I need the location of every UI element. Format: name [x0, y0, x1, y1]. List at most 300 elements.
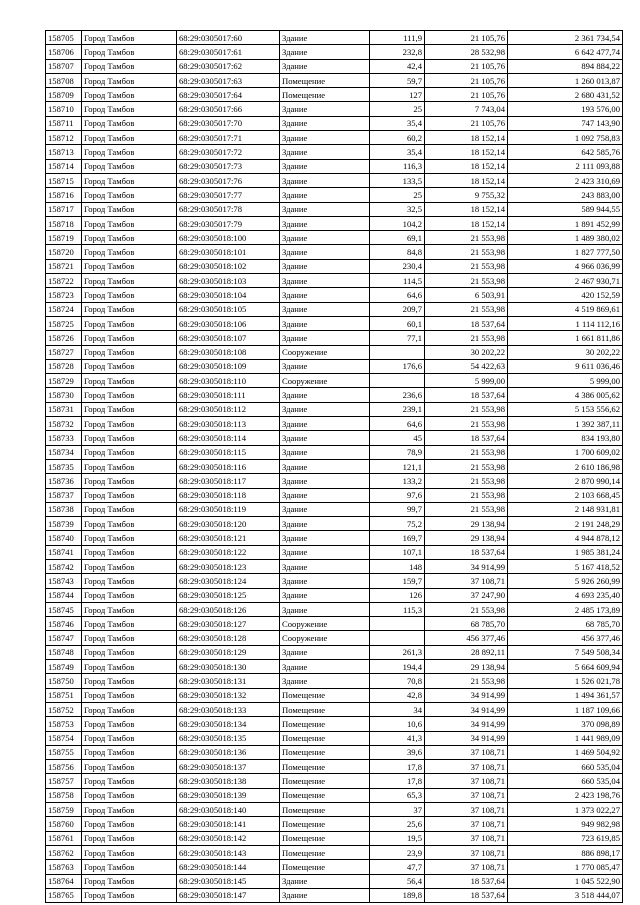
unit-value-cell: 21 553,98 — [425, 488, 508, 502]
cadastral-number-cell: 68:29:0305017:77 — [177, 188, 280, 202]
unit-value-cell: 18 152,14 — [425, 145, 508, 159]
row-number-cell: 158723 — [46, 288, 82, 302]
unit-value-cell: 29 138,94 — [425, 517, 508, 531]
table-row — [46, 688, 623, 702]
row-number-cell: 158712 — [46, 131, 82, 145]
table-row — [46, 474, 623, 488]
cadastral-number-cell: 68:29:0305018:100 — [177, 231, 280, 245]
cadastral-value-cell: 243 883,00 — [508, 188, 623, 202]
unit-value-cell: 34 914,99 — [425, 559, 508, 573]
municipality-cell: Город Тамбов — [82, 316, 177, 330]
row-number-cell: 158728 — [46, 359, 82, 373]
municipality-cell: Город Тамбов — [82, 874, 177, 888]
municipality-cell: Город Тамбов — [82, 631, 177, 645]
cadastral-number-cell: 68:29:0305017:62 — [177, 59, 280, 73]
object-type-cell: Здание — [280, 245, 370, 259]
area-cell: 107,1 — [370, 545, 425, 559]
table-row — [46, 431, 623, 445]
area-cell: 47,7 — [370, 860, 425, 874]
table-row — [46, 231, 623, 245]
area-cell: 25 — [370, 188, 425, 202]
table-row — [46, 588, 623, 602]
object-type-cell: Здание — [280, 602, 370, 616]
table-row — [46, 602, 623, 616]
cadastral-number-cell: 68:29:0305018:108 — [177, 345, 280, 359]
table-row — [46, 402, 623, 416]
unit-value-cell: 21 105,76 — [425, 59, 508, 73]
cadastral-number-cell: 68:29:0305018:115 — [177, 445, 280, 459]
cadastral-value-cell: 2 103 668,45 — [508, 488, 623, 502]
object-type-cell: Здание — [280, 216, 370, 230]
row-number-cell: 158765 — [46, 888, 82, 902]
municipality-cell: Город Тамбов — [82, 302, 177, 316]
cadastral-number-cell: 68:29:0305018:105 — [177, 302, 280, 316]
object-type-cell: Здание — [280, 459, 370, 473]
cadastral-value-cell: 1 045 522,90 — [508, 874, 623, 888]
cadastral-number-cell: 68:29:0305018:142 — [177, 831, 280, 845]
municipality-cell: Город Тамбов — [82, 431, 177, 445]
area-cell: 42,8 — [370, 688, 425, 702]
table-row — [46, 445, 623, 459]
row-number-cell: 158741 — [46, 545, 82, 559]
table-row — [46, 803, 623, 817]
row-number-cell: 158709 — [46, 88, 82, 102]
unit-value-cell: 5 999,00 — [425, 374, 508, 388]
table-row — [46, 574, 623, 588]
municipality-cell: Город Тамбов — [82, 602, 177, 616]
cadastral-number-cell: 68:29:0305018:141 — [177, 817, 280, 831]
cadastral-value-cell: 2 870 990,14 — [508, 474, 623, 488]
cadastral-number-cell: 68:29:0305018:113 — [177, 417, 280, 431]
area-cell: 17,8 — [370, 774, 425, 788]
area-cell: 60,2 — [370, 131, 425, 145]
municipality-cell: Город Тамбов — [82, 59, 177, 73]
object-type-cell: Здание — [280, 159, 370, 173]
cadastral-number-cell: 68:29:0305018:122 — [177, 545, 280, 559]
row-number-cell: 158739 — [46, 517, 82, 531]
object-type-cell: Помещение — [280, 860, 370, 874]
table-row — [46, 145, 623, 159]
row-number-cell: 158753 — [46, 717, 82, 731]
table-row — [46, 216, 623, 230]
document-page — [45, 30, 622, 903]
area-cell: 133,2 — [370, 474, 425, 488]
object-type-cell: Здание — [280, 316, 370, 330]
cadastral-value-cell: 4 519 869,61 — [508, 302, 623, 316]
row-number-cell: 158706 — [46, 45, 82, 59]
municipality-cell: Город Тамбов — [82, 216, 177, 230]
area-cell: 169,7 — [370, 531, 425, 545]
object-type-cell: Здание — [280, 145, 370, 159]
area-cell: 35,4 — [370, 116, 425, 130]
cadastral-number-cell: 68:29:0305018:145 — [177, 874, 280, 888]
cadastral-number-cell: 68:29:0305018:135 — [177, 731, 280, 745]
cadastral-number-cell: 68:29:0305017:79 — [177, 216, 280, 230]
cadastral-number-cell: 68:29:0305017:70 — [177, 116, 280, 130]
cadastral-number-cell: 68:29:0305017:60 — [177, 31, 280, 45]
cadastral-value-cell: 5 926 260,99 — [508, 574, 623, 588]
municipality-cell: Город Тамбов — [82, 345, 177, 359]
cadastral-value-cell: 2 485 173,89 — [508, 602, 623, 616]
area-cell: 17,8 — [370, 760, 425, 774]
cadastral-number-cell: 68:29:0305018:130 — [177, 660, 280, 674]
unit-value-cell: 18 537,64 — [425, 388, 508, 402]
cadastral-number-cell: 68:29:0305018:132 — [177, 688, 280, 702]
unit-value-cell: 54 422,63 — [425, 359, 508, 373]
cadastral-number-cell: 68:29:0305017:76 — [177, 173, 280, 187]
object-type-cell: Здание — [280, 559, 370, 573]
cadastral-number-cell: 68:29:0305017:71 — [177, 131, 280, 145]
cadastral-number-cell: 68:29:0305018:107 — [177, 331, 280, 345]
cadastral-number-cell: 68:29:0305018:106 — [177, 316, 280, 330]
table-row — [46, 488, 623, 502]
object-type-cell: Сооружение — [280, 617, 370, 631]
table-row — [46, 645, 623, 659]
area-cell: 209,7 — [370, 302, 425, 316]
object-type-cell: Здание — [280, 274, 370, 288]
row-number-cell: 158750 — [46, 674, 82, 688]
cadastral-number-cell: 68:29:0305018:137 — [177, 760, 280, 774]
cadastral-number-cell: 68:29:0305018:104 — [177, 288, 280, 302]
object-type-cell: Здание — [280, 888, 370, 902]
object-type-cell: Здание — [280, 331, 370, 345]
municipality-cell: Город Тамбов — [82, 545, 177, 559]
municipality-cell: Город Тамбов — [82, 274, 177, 288]
cadastral-number-cell: 68:29:0305018:101 — [177, 245, 280, 259]
table-body — [46, 31, 623, 903]
cadastral-value-cell: 68 785,70 — [508, 617, 623, 631]
unit-value-cell: 37 108,71 — [425, 803, 508, 817]
unit-value-cell: 28 892,11 — [425, 645, 508, 659]
cadastral-number-cell: 68:29:0305018:124 — [177, 574, 280, 588]
unit-value-cell: 37 108,71 — [425, 774, 508, 788]
area-cell: 176,6 — [370, 359, 425, 373]
row-number-cell: 158726 — [46, 331, 82, 345]
object-type-cell: Здание — [280, 59, 370, 73]
cadastral-value-cell: 894 884,22 — [508, 59, 623, 73]
area-cell: 261,3 — [370, 645, 425, 659]
object-type-cell: Здание — [280, 188, 370, 202]
row-number-cell: 158745 — [46, 602, 82, 616]
area-cell: 121,1 — [370, 459, 425, 473]
municipality-cell: Город Тамбов — [82, 831, 177, 845]
table-row — [46, 745, 623, 759]
municipality-cell: Город Тамбов — [82, 574, 177, 588]
municipality-cell: Город Тамбов — [82, 73, 177, 87]
table-row — [46, 774, 623, 788]
unit-value-cell: 21 553,98 — [425, 231, 508, 245]
cadastral-number-cell: 68:29:0305018:111 — [177, 388, 280, 402]
row-number-cell: 158734 — [46, 445, 82, 459]
table-row — [46, 31, 623, 45]
table-row — [46, 631, 623, 645]
row-number-cell: 158761 — [46, 831, 82, 845]
object-type-cell: Здание — [280, 445, 370, 459]
municipality-cell: Город Тамбов — [82, 745, 177, 759]
cadastral-value-cell: 1 114 112,16 — [508, 316, 623, 330]
object-type-cell: Здание — [280, 417, 370, 431]
unit-value-cell: 37 108,71 — [425, 788, 508, 802]
municipality-cell: Город Тамбов — [82, 645, 177, 659]
table-row — [46, 331, 623, 345]
object-type-cell: Здание — [280, 488, 370, 502]
unit-value-cell: 18 152,14 — [425, 173, 508, 187]
table-row — [46, 888, 623, 902]
cadastral-value-cell: 886 898,17 — [508, 845, 623, 859]
municipality-cell: Город Тамбов — [82, 531, 177, 545]
row-number-cell: 158738 — [46, 502, 82, 516]
cadastral-value-cell: 1 985 381,24 — [508, 545, 623, 559]
municipality-cell: Город Тамбов — [82, 417, 177, 431]
area-cell: 32,5 — [370, 202, 425, 216]
unit-value-cell: 18 152,14 — [425, 159, 508, 173]
area-cell: 10,6 — [370, 717, 425, 731]
unit-value-cell: 21 553,98 — [425, 445, 508, 459]
cadastral-number-cell: 68:29:0305017:73 — [177, 159, 280, 173]
object-type-cell: Помещение — [280, 774, 370, 788]
area-cell: 65,3 — [370, 788, 425, 802]
object-type-cell: Здание — [280, 45, 370, 59]
row-number-cell: 158729 — [46, 374, 82, 388]
municipality-cell: Город Тамбов — [82, 145, 177, 159]
row-number-cell: 158736 — [46, 474, 82, 488]
row-number-cell: 158762 — [46, 845, 82, 859]
cadastral-value-cell: 1 891 452,99 — [508, 216, 623, 230]
area-cell: 75,2 — [370, 517, 425, 531]
object-type-cell: Здание — [280, 545, 370, 559]
cadastral-number-cell: 68:29:0305018:129 — [177, 645, 280, 659]
unit-value-cell: 21 105,76 — [425, 31, 508, 45]
cadastral-number-cell: 68:29:0305018:109 — [177, 359, 280, 373]
cadastral-value-cell: 5 999,00 — [508, 374, 623, 388]
municipality-cell: Город Тамбов — [82, 459, 177, 473]
object-type-cell: Сооружение — [280, 631, 370, 645]
row-number-cell: 158733 — [46, 431, 82, 445]
cadastral-value-cell: 642 585,76 — [508, 145, 623, 159]
cadastral-value-cell: 2 148 931,81 — [508, 502, 623, 516]
area-cell: 59,7 — [370, 73, 425, 87]
table-row — [46, 860, 623, 874]
municipality-cell: Город Тамбов — [82, 688, 177, 702]
municipality-cell: Город Тамбов — [82, 817, 177, 831]
area-cell: 239,1 — [370, 402, 425, 416]
unit-value-cell: 34 914,99 — [425, 717, 508, 731]
table-row — [46, 817, 623, 831]
row-number-cell: 158705 — [46, 31, 82, 45]
table-row — [46, 173, 623, 187]
area-cell: 19,5 — [370, 831, 425, 845]
municipality-cell: Город Тамбов — [82, 474, 177, 488]
area-cell: 133,5 — [370, 173, 425, 187]
unit-value-cell: 18 537,64 — [425, 545, 508, 559]
municipality-cell: Город Тамбов — [82, 259, 177, 273]
table-row — [46, 116, 623, 130]
cadastral-value-cell: 1 700 609,02 — [508, 445, 623, 459]
municipality-cell: Город Тамбов — [82, 674, 177, 688]
area-cell: 45 — [370, 431, 425, 445]
unit-value-cell: 21 553,98 — [425, 402, 508, 416]
municipality-cell: Город Тамбов — [82, 445, 177, 459]
cadastral-number-cell: 68:29:0305017:63 — [177, 73, 280, 87]
area-cell: 148 — [370, 559, 425, 573]
area-cell: 78,9 — [370, 445, 425, 459]
municipality-cell: Город Тамбов — [82, 760, 177, 774]
municipality-cell: Город Тамбов — [82, 288, 177, 302]
unit-value-cell: 21 105,76 — [425, 73, 508, 87]
cadastral-number-cell: 68:29:0305018:131 — [177, 674, 280, 688]
municipality-cell: Город Тамбов — [82, 888, 177, 902]
municipality-cell: Город Тамбов — [82, 45, 177, 59]
cadastral-number-cell: 68:29:0305018:144 — [177, 860, 280, 874]
object-type-cell: Здание — [280, 474, 370, 488]
cadastral-number-cell: 68:29:0305018:127 — [177, 617, 280, 631]
cadastral-value-table — [45, 30, 623, 903]
row-number-cell: 158711 — [46, 116, 82, 130]
municipality-cell: Город Тамбов — [82, 131, 177, 145]
table-row — [46, 760, 623, 774]
unit-value-cell: 21 553,98 — [425, 602, 508, 616]
object-type-cell: Здание — [280, 388, 370, 402]
area-cell: 230,4 — [370, 259, 425, 273]
table-row — [46, 374, 623, 388]
area-cell: 34 — [370, 702, 425, 716]
table-row — [46, 660, 623, 674]
row-number-cell: 158758 — [46, 788, 82, 802]
cadastral-value-cell: 193 576,00 — [508, 102, 623, 116]
unit-value-cell: 37 108,71 — [425, 845, 508, 859]
table-row — [46, 831, 623, 845]
cadastral-number-cell: 68:29:0305018:114 — [177, 431, 280, 445]
unit-value-cell: 37 108,71 — [425, 760, 508, 774]
cadastral-value-cell: 747 143,90 — [508, 116, 623, 130]
unit-value-cell: 30 202,22 — [425, 345, 508, 359]
object-type-cell: Здание — [280, 202, 370, 216]
area-cell: 236,6 — [370, 388, 425, 402]
row-number-cell: 158710 — [46, 102, 82, 116]
object-type-cell: Здание — [280, 231, 370, 245]
municipality-cell: Город Тамбов — [82, 845, 177, 859]
row-number-cell: 158744 — [46, 588, 82, 602]
table-row — [46, 502, 623, 516]
table-row — [46, 702, 623, 716]
area-cell — [370, 617, 425, 631]
object-type-cell: Помещение — [280, 831, 370, 845]
row-number-cell: 158716 — [46, 188, 82, 202]
cadastral-number-cell: 68:29:0305018:103 — [177, 274, 280, 288]
row-number-cell: 158725 — [46, 316, 82, 330]
object-type-cell: Здание — [280, 359, 370, 373]
area-cell: 232,8 — [370, 45, 425, 59]
cadastral-value-cell: 1 661 811,86 — [508, 331, 623, 345]
unit-value-cell: 21 553,98 — [425, 417, 508, 431]
row-number-cell: 158718 — [46, 216, 82, 230]
table-row — [46, 559, 623, 573]
unit-value-cell: 34 914,99 — [425, 688, 508, 702]
row-number-cell: 158715 — [46, 173, 82, 187]
cadastral-value-cell: 5 153 556,62 — [508, 402, 623, 416]
cadastral-value-cell: 1 441 989,09 — [508, 731, 623, 745]
object-type-cell: Помещение — [280, 817, 370, 831]
cadastral-value-cell: 1 526 021,78 — [508, 674, 623, 688]
object-type-cell: Сооружение — [280, 345, 370, 359]
table-row — [46, 302, 623, 316]
table-row — [46, 274, 623, 288]
table-row — [46, 288, 623, 302]
cadastral-value-cell: 7 549 508,34 — [508, 645, 623, 659]
unit-value-cell: 21 553,98 — [425, 474, 508, 488]
area-cell: 39,6 — [370, 745, 425, 759]
cadastral-value-cell: 456 377,46 — [508, 631, 623, 645]
municipality-cell: Город Тамбов — [82, 331, 177, 345]
cadastral-number-cell: 68:29:0305018:117 — [177, 474, 280, 488]
cadastral-number-cell: 68:29:0305018:120 — [177, 517, 280, 531]
area-cell: 69,1 — [370, 231, 425, 245]
cadastral-value-cell: 834 193,80 — [508, 431, 623, 445]
cadastral-value-cell: 723 619,85 — [508, 831, 623, 845]
unit-value-cell: 21 553,98 — [425, 302, 508, 316]
row-number-cell: 158747 — [46, 631, 82, 645]
area-cell: 25 — [370, 102, 425, 116]
unit-value-cell: 18 152,14 — [425, 131, 508, 145]
area-cell: 127 — [370, 88, 425, 102]
unit-value-cell: 28 532,98 — [425, 45, 508, 59]
table-row — [46, 45, 623, 59]
cadastral-value-cell: 1 187 109,66 — [508, 702, 623, 716]
table-row — [46, 417, 623, 431]
row-number-cell: 158727 — [46, 345, 82, 359]
row-number-cell: 158735 — [46, 459, 82, 473]
unit-value-cell: 37 108,71 — [425, 817, 508, 831]
unit-value-cell: 37 108,71 — [425, 745, 508, 759]
object-type-cell: Помещение — [280, 73, 370, 87]
table-row — [46, 102, 623, 116]
area-cell: 25,6 — [370, 817, 425, 831]
cadastral-number-cell: 68:29:0305018:133 — [177, 702, 280, 716]
unit-value-cell: 21 553,98 — [425, 502, 508, 516]
area-cell — [370, 374, 425, 388]
unit-value-cell: 21 105,76 — [425, 116, 508, 130]
area-cell: 194,4 — [370, 660, 425, 674]
cadastral-number-cell: 68:29:0305018:134 — [177, 717, 280, 731]
object-type-cell: Здание — [280, 302, 370, 316]
municipality-cell: Город Тамбов — [82, 517, 177, 531]
unit-value-cell: 37 108,71 — [425, 860, 508, 874]
row-number-cell: 158714 — [46, 159, 82, 173]
object-type-cell: Здание — [280, 31, 370, 45]
municipality-cell: Город Тамбов — [82, 660, 177, 674]
unit-value-cell: 18 537,64 — [425, 316, 508, 330]
area-cell: 60,1 — [370, 316, 425, 330]
cadastral-value-cell: 2 467 930,71 — [508, 274, 623, 288]
area-cell: 104,2 — [370, 216, 425, 230]
row-number-cell: 158719 — [46, 231, 82, 245]
cadastral-number-cell: 68:29:0305018:139 — [177, 788, 280, 802]
cadastral-number-cell: 68:29:0305017:72 — [177, 145, 280, 159]
object-type-cell: Помещение — [280, 788, 370, 802]
object-type-cell: Здание — [280, 431, 370, 445]
cadastral-value-cell: 420 152,59 — [508, 288, 623, 302]
object-type-cell: Здание — [280, 288, 370, 302]
object-type-cell: Здание — [280, 102, 370, 116]
table-row — [46, 245, 623, 259]
area-cell — [370, 345, 425, 359]
cadastral-number-cell: 68:29:0305018:102 — [177, 259, 280, 273]
table-row — [46, 845, 623, 859]
municipality-cell: Город Тамбов — [82, 803, 177, 817]
row-number-cell: 158749 — [46, 660, 82, 674]
row-number-cell: 158740 — [46, 531, 82, 545]
object-type-cell: Здание — [280, 645, 370, 659]
